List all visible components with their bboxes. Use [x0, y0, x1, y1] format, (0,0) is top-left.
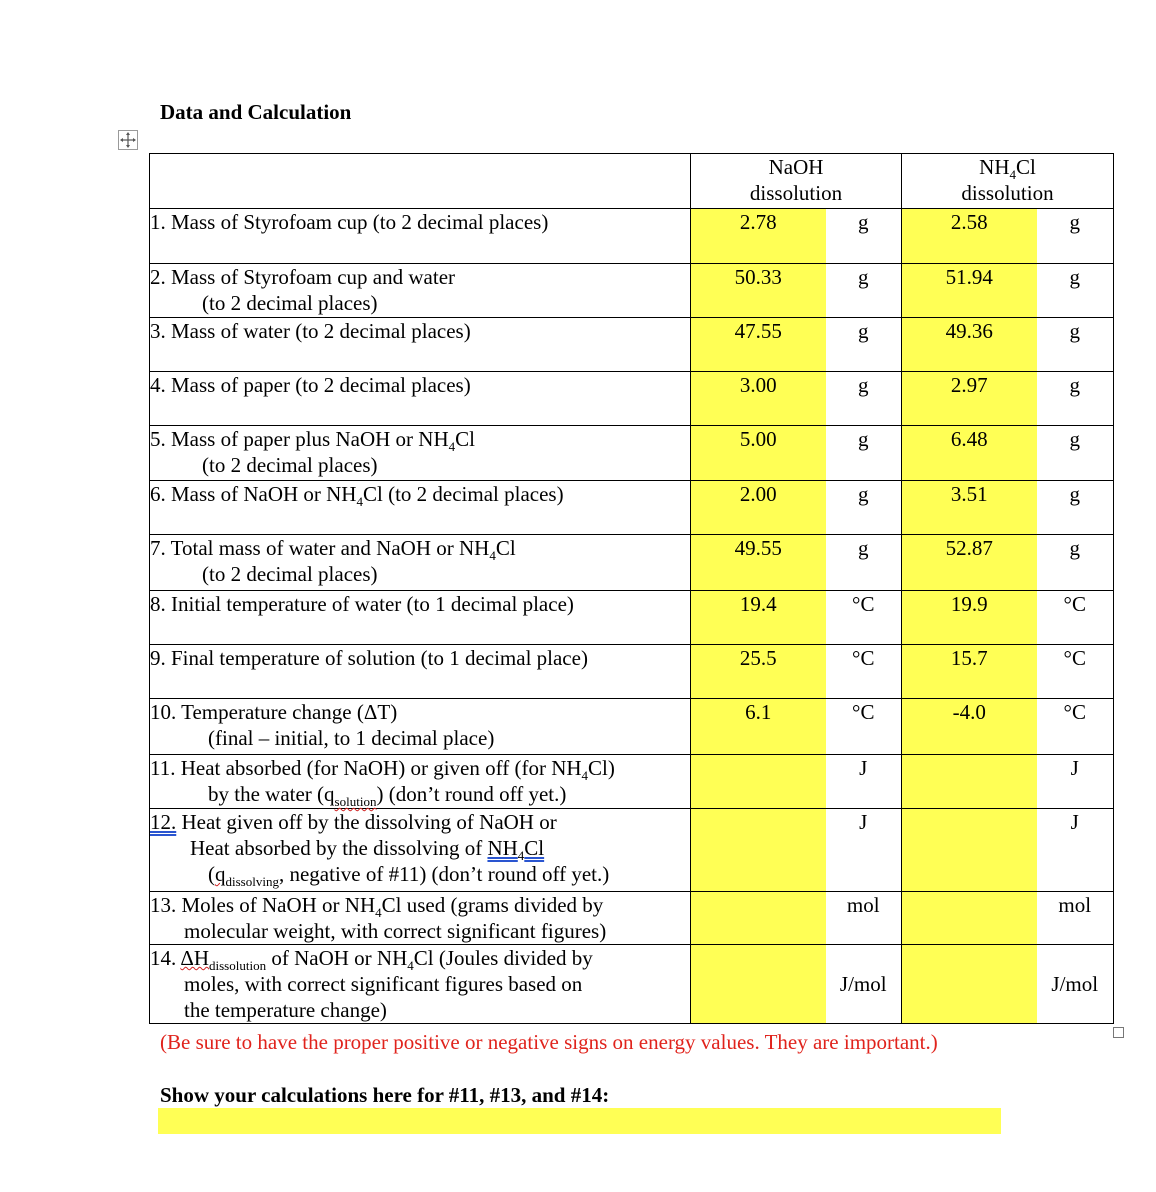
row-label — [150, 699, 691, 755]
row-number: 12. — [150, 810, 177, 834]
row-label: 9. Final temperature of solution (to 1 decimal place) — [150, 645, 691, 699]
sign-warning-note: (Be sure to have the proper positive or negative signs on energy values. They are important.) — [160, 1030, 938, 1054]
row-label-text: by the water (q — [208, 782, 335, 806]
naoh-value-cell[interactable] — [691, 945, 826, 1024]
unit-label: g — [1037, 209, 1114, 264]
naoh-value-cell[interactable]: 19.4 — [691, 591, 826, 645]
row-label-text: Cl) — [588, 756, 615, 780]
nh4cl-column-header — [902, 154, 1114, 209]
row-label — [150, 945, 691, 1024]
row-label-line2: (to 2 decimal places) — [202, 453, 378, 477]
unit-label: J — [1037, 809, 1114, 892]
unit-label: J — [826, 809, 902, 892]
unit-label: °C — [826, 699, 902, 755]
nh4cl-value-cell[interactable]: -4.0 — [902, 699, 1037, 755]
table-row — [150, 372, 1114, 426]
naoh-value-cell[interactable]: 5.00 — [691, 426, 826, 481]
header-row — [150, 154, 1114, 209]
row-label-text: NH — [487, 836, 518, 860]
unit-label: g — [1037, 426, 1114, 481]
naoh-value-cell[interactable]: 47.55 — [691, 318, 826, 372]
row-label — [150, 264, 691, 318]
nh4cl-value-cell[interactable]: 19.9 — [902, 591, 1037, 645]
table-row — [150, 264, 1114, 318]
unit-label: J/mol — [826, 945, 902, 1024]
nh4cl-header-sub: 4 — [1009, 167, 1016, 183]
table-move-handle-icon[interactable] — [118, 130, 138, 150]
table-row — [150, 535, 1114, 591]
naoh-value-cell[interactable]: 25.5 — [691, 645, 826, 699]
header-empty-cell — [150, 154, 691, 209]
unit-label: g — [826, 372, 902, 426]
row-label-text: Cl — [524, 836, 545, 860]
nh4cl-value-cell[interactable]: 2.58 — [902, 209, 1037, 264]
subscript: 4 — [407, 958, 414, 974]
table-row — [150, 755, 1114, 809]
naoh-value-cell[interactable]: 3.00 — [691, 372, 826, 426]
row-label: 4. Mass of paper (to 2 decimal places) — [150, 372, 691, 426]
row-label-text: of NaOH or NH — [266, 946, 408, 970]
unit-label: °C — [1037, 699, 1114, 755]
naoh-value-cell[interactable]: 50.33 — [691, 264, 826, 318]
unit-label: g — [1037, 481, 1114, 535]
row-label-line2: molecular weight, with correct significant figures) — [184, 919, 607, 943]
nh4cl-value-cell[interactable]: 49.36 — [902, 318, 1037, 372]
row-label — [150, 892, 691, 945]
unit-label: g — [826, 426, 902, 481]
nh4cl-value-cell[interactable]: 15.7 — [902, 645, 1037, 699]
row-label-text: Cl used (grams divided by — [381, 893, 604, 917]
naoh-value-cell[interactable] — [691, 809, 826, 892]
row-label-text: Heat absorbed by the dissolving of — [190, 836, 488, 860]
unit-label: g — [826, 535, 902, 591]
row-label-text: q — [215, 862, 226, 886]
row-label: 3. Mass of water (to 2 decimal places) — [150, 318, 691, 372]
nh4cl-value-cell[interactable]: 2.97 — [902, 372, 1037, 426]
unit-label: g — [1037, 264, 1114, 318]
row-label-line1: 2. Mass of Styrofoam cup and water — [150, 265, 456, 289]
unit-label: g — [826, 264, 902, 318]
table-row — [150, 645, 1114, 699]
unit-label: g — [826, 481, 902, 535]
table-row — [150, 209, 1114, 264]
unit-label: mol — [1037, 892, 1114, 945]
unit-label: g — [1037, 535, 1114, 591]
row-label-text: Cl — [495, 536, 516, 560]
row-label-line2: moles, with correct significant figures based on — [184, 972, 583, 996]
row-label-text: 5. Mass of paper plus NaOH or NH — [150, 427, 449, 451]
table-row — [150, 318, 1114, 372]
unit-label: J — [826, 755, 902, 809]
nh4cl-value-cell[interactable]: 6.48 — [902, 426, 1037, 481]
naoh-value-cell[interactable]: 2.00 — [691, 481, 826, 535]
naoh-value-cell[interactable]: 6.1 — [691, 699, 826, 755]
nh4cl-header-nh: NH — [979, 155, 1010, 179]
nh4cl-header-cl: Cl — [1016, 155, 1036, 179]
unit-label: °C — [826, 591, 902, 645]
unit-label: g — [826, 209, 902, 264]
subscript: 4 — [356, 494, 363, 510]
naoh-column-header — [691, 154, 902, 209]
naoh-value-cell[interactable] — [691, 755, 826, 809]
row-label-line1: Heat given off by the dissolving of NaOH or — [176, 810, 557, 834]
row-label-text: 6. Mass of NaOH or NH — [150, 482, 357, 506]
data-table — [149, 153, 1114, 1024]
unit-label: mol — [826, 892, 902, 945]
row-label-text: 7. Total mass of water and NaOH or NH — [150, 536, 490, 560]
subscript: 4 — [581, 768, 589, 784]
subscript: 4 — [375, 905, 382, 921]
table-row — [150, 809, 1114, 892]
naoh-header-line2: dissolution — [749, 181, 843, 205]
naoh-header-line1: NaOH — [768, 155, 824, 179]
naoh-value-cell[interactable]: 49.55 — [691, 535, 826, 591]
section-title: Data and Calculation — [160, 100, 352, 124]
row-label-line2: (final – initial, to 1 decimal place) — [208, 726, 495, 750]
row-label-text: 11. Heat absorbed (for NaOH) or given off (for NH — [150, 756, 582, 780]
subscript: 4 — [448, 439, 456, 455]
table-row — [150, 945, 1114, 1024]
show-calculations-heading: Show your calculations here for #11, #13, and #14: — [160, 1083, 610, 1107]
nh4cl-value-cell[interactable] — [902, 892, 1037, 945]
subscript: solution — [334, 794, 377, 810]
nh4cl-value-cell[interactable] — [902, 809, 1037, 892]
naoh-value-cell[interactable]: 2.78 — [691, 209, 826, 264]
row-label-text: ) (don’t round off yet.) — [376, 782, 567, 806]
subscript: 4 — [489, 548, 496, 564]
row-label-text: Cl — [455, 427, 475, 451]
row-label — [150, 481, 691, 535]
table-row — [150, 591, 1114, 645]
row-label-line2: (to 2 decimal places) — [202, 562, 378, 586]
unit-label: g — [1037, 372, 1114, 426]
row-label-text: ΔH — [180, 946, 210, 970]
nh4cl-value-cell[interactable] — [902, 945, 1037, 1024]
unit-label: g — [1037, 318, 1114, 372]
unit-label: °C — [826, 645, 902, 699]
row-label-text: Cl (to 2 decimal places) — [362, 482, 564, 506]
table-resize-handle-icon[interactable] — [1113, 1027, 1124, 1038]
row-label-line3: the temperature change) — [184, 998, 387, 1022]
row-label — [150, 535, 691, 591]
subscript: 4 — [517, 848, 525, 864]
table-row — [150, 481, 1114, 535]
nh4cl-value-cell[interactable]: 51.94 — [902, 264, 1037, 318]
table-row — [150, 699, 1114, 755]
calculations-answer-field[interactable] — [158, 1108, 1001, 1134]
row-label: 8. Initial temperature of water (to 1 decimal place) — [150, 591, 691, 645]
row-label — [150, 755, 691, 809]
unit-label: J/mol — [1037, 945, 1114, 1024]
row-label-line2: (to 2 decimal places) — [202, 291, 378, 315]
row-label: 1. Mass of Styrofoam cup (to 2 decimal places) — [150, 209, 691, 264]
table-row — [150, 426, 1114, 481]
row-label-text: 13. Moles of NaOH or NH — [150, 893, 376, 917]
row-label: 12. Heat given off by the dissolving of NaOH or Heat absorbed by the dissolving of $NH_4Cl$ ($q_{dissolving}$, negative of #11) (don’t round off yet.) — [150, 809, 691, 892]
unit-label: g — [826, 318, 902, 372]
row-label-text: 14. — [150, 946, 181, 970]
subscript: dissolution — [209, 958, 267, 974]
unit-label: °C — [1037, 645, 1114, 699]
unit-label: J — [1037, 755, 1114, 809]
nh4cl-value-cell[interactable]: 3.51 — [902, 481, 1037, 535]
table-row — [150, 892, 1114, 945]
subscript: dissolving — [225, 874, 279, 890]
row-label — [150, 426, 691, 481]
nh4cl-value-cell[interactable] — [902, 755, 1037, 809]
unit-label: °C — [1037, 591, 1114, 645]
row-label-text: Cl (Joules divided by — [413, 946, 593, 970]
naoh-value-cell[interactable] — [691, 892, 826, 945]
nh4cl-header-line2: dissolution — [961, 181, 1054, 205]
nh4cl-value-cell[interactable]: 52.87 — [902, 535, 1037, 591]
row-label-line1: 10. Temperature change (ΔT) — [150, 700, 398, 724]
row-label-text: , negative of #11) (don’t round off yet.) — [278, 862, 610, 886]
